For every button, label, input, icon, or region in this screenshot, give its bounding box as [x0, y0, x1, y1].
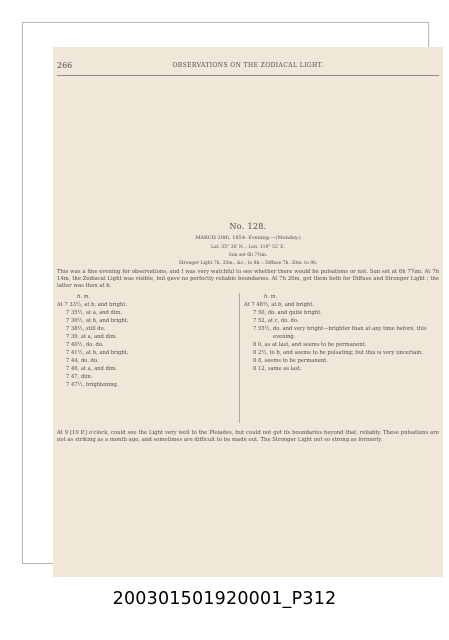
observation-row: 7 35½, at a, and dim.	[66, 310, 123, 316]
observation-sunset: Sun set 6h 7¾m.	[228, 253, 268, 258]
observation-row: 7 39, at a, and dim.	[66, 334, 118, 340]
left-observation-column	[57, 293, 232, 389]
page-number: 266	[57, 61, 73, 70]
observation-row: 7 41½, at b, and bright.	[66, 350, 129, 356]
intro-paragraph: This was a fine evening for observations, and I was very watchful to see whether there would be pulsations or not. Sun set at 6h 7¾m. At 7h 14m, the Zodiacal Light was visible, but gave no perfectly reliable boundaries. At 7h 20m, got them both for Diffuse and Stronger Light ; the latter was then at b.	[57, 269, 439, 289]
observation-light-times: Stronger Light 7h. 35m., &c., to 8h. : Diffuse 7h. 30m. to 9h.	[178, 261, 318, 266]
observation-row: 8 0, as at last, and seems to be permanent.	[253, 342, 367, 348]
observation-row: At 7 48½, at b, and bright.	[244, 302, 314, 308]
observation-row: 7 44, do. do.	[66, 358, 99, 364]
observation-row: 7 46, at a, and dim.	[66, 366, 118, 372]
observation-row: 7 50, do. and quite bright.	[253, 310, 322, 316]
observation-row: 7 38½, still do.	[66, 326, 106, 332]
running-title: OBSERVATIONS ON THE ZODIACAL LIGHT.	[172, 62, 324, 69]
observation-number: No. 128.	[229, 222, 267, 231]
observation-row: 8 12, same as last.	[253, 366, 302, 372]
observation-row: 7 36½, at b, and bright.	[66, 318, 129, 324]
header-rule	[57, 75, 439, 76]
book-page	[53, 47, 443, 577]
observation-date: MARCH 20th, 1854: Evening.—(Monday.)	[195, 235, 301, 241]
observation-row: 7 47½, brightening.	[66, 382, 119, 388]
observation-row: 7 47, dim.	[66, 374, 93, 380]
observation-row: At 7 33½, at b, and bright.	[57, 302, 127, 308]
scan-id-caption: 200301501920001_P312	[112, 589, 337, 609]
observation-row: 8 2½, to b, and seems to be pulsating; but this is very uncertain.	[253, 350, 424, 356]
scan-sheet	[22, 22, 439, 564]
right-observation-column	[244, 293, 439, 373]
column-divider	[239, 293, 240, 423]
observation-row: 8 8, seems to be permanent.	[253, 358, 328, 364]
column-header: h. m.	[264, 294, 278, 300]
observation-row: 7 52, at c, do. do.	[253, 318, 299, 324]
page-header	[57, 61, 439, 75]
observation-row: 7 55½, do. and very bright—brighter than at any time before, this evening.	[253, 326, 427, 340]
observation-row: 7 40½, do. do.	[66, 342, 104, 348]
closing-paragraph: At 9 [10 P.] o'clock, could see the Light very well to the Pleiades, but could not get its boundaries beyond that, reliably. These pulsations are not as striking as a month ago, and sometimes are difficult to be made out. The Stronger Light not so strong as formerly.	[57, 430, 439, 443]
column-header: h. m.	[77, 294, 91, 300]
observation-location: Lat. 35° 30′ N. : Lon. 119° 52′ E.	[210, 245, 285, 250]
